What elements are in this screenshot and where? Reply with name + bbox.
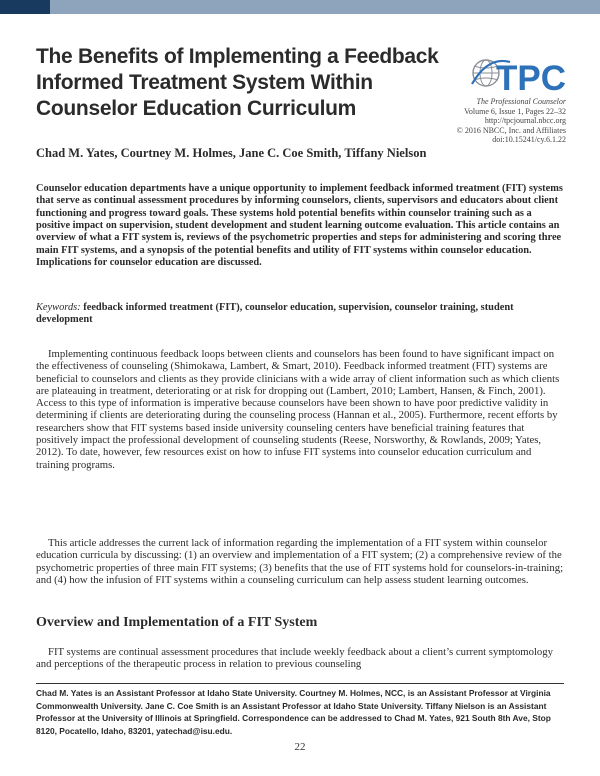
journal-url[interactable]: http://tpcjournal.nbcc.org [484,116,566,126]
keywords [36,302,564,327]
section-heading: Overview and Implementation of a FIT System [36,615,318,630]
author-footnote: Chad M. Yates is an Assistant Professor at Idaho State University. Courtney M. Holmes, NCC, is an Assistant Professor at Virginia Commonwealth University. Jane C. Coe Smith is an Assistant Professor at Idaho State University. Tiffany Nielson is an Assistant Professor at the University of Illinois at Springfield. Correspondence can be addressed to Chad M. Yates, 921 South 8th Ave, Stop 8120, Pocatello, Idaho, 83201, yatechad@isu.edu. [36,688,551,736]
journal-info [396,97,566,145]
journal-logo-text: TPC [496,59,566,98]
journal-copyright: © 2016 NBCC, Inc. and Affiliates [456,125,566,135]
journal-logo [470,50,568,100]
author-list: Chad M. Yates, Courtney M. Holmes, Jane C. Coe Smith, Tiffany Nielson [36,146,427,160]
body-paragraph-1: Implementing continuous feedback loops between clients and counselors has been found to have significant impact on the effectiveness of counseling (Shimokawa, Lambert, & Smart, 2010). Feedback informed treatment (FIT) systems are beneficial to counselors and clients as they provide clinicians with a wide array of client information such as which clients are plateauing in treatment, deteriorating or at risk for dropping out (Lambert, 2010; Lambert, Hansen, & Finch, 2001). Access to this type of information is imperative because counselors have been shown to have poor predictive validity in determining if clients are deteriorating during the counseling process (Hannan et al., 2005). Furthermore, recent efforts by researchers show that FIT systems based inside university counseling centers have beneficial training features that positively impact the professional development of counseling students (Reese, Norsworthy, & Rowlands, 2009; Yates, 2012). To date, however, few resources exist on how to infuse FIT systems into counselor education curriculum and training programs. [36,348,560,471]
header-bar-light [50,0,600,14]
header-bar-dark [0,0,50,14]
footnote-divider [36,683,564,684]
journal-doi[interactable]: doi:10.15241/cy.6.1.22 [492,135,566,145]
journal-volume: Volume 6, Issue 1, Pages 22–32 [464,106,566,116]
keywords-values: feedback informed treatment (FIT), counselor education, supervision, counselor training, student development [36,302,514,326]
body-paragraph-3: FIT systems are continual assessment procedures that include weekly feedback about a client’s current symptomology and perceptions of the therapeutic process in relation to previous counseling [36,646,553,671]
abstract: Counselor education departments have a unique opportunity to implement feedback informed treatment (FIT) systems that serve as continual assessment procedures by informing counselors, clients, supervisors and educators about client functioning and progress toward goals. These systems hold potential benefits within counselor training such as a positive impact on supervision, student development and student learning outcome evaluation. This article contains an overview of what a FIT system is, reviews of the psychometric properties and steps for administering and scoring three main FIT systems, and a synopsis of the potential benefits and utility of FIT systems within counselor education. Implications for counselor education are discussed. [36,183,563,269]
header-color-bar [0,0,600,14]
keywords-label: Keywords: [36,302,81,313]
page-number: 22 [294,741,306,753]
journal-name: The Professional Counselor [476,97,566,106]
article-title: The Benefits of Implementing a Feedback Informed Treatment System Within Counselor Education Curriculum [36,45,439,120]
body-paragraph-2: This article addresses the current lack of information regarding the implementation of a FIT system within counselor education curricula by discussing: (1) an overview and implementation of a FIT system; (2) a comprehensive review of the psychometric properties of three main FIT systems; (3) benefits that the use of FIT systems hold for counselors-in-training; and (4) how the infusion of FIT systems within a counseling curriculum can help assess student learning outcomes. [36,537,564,586]
